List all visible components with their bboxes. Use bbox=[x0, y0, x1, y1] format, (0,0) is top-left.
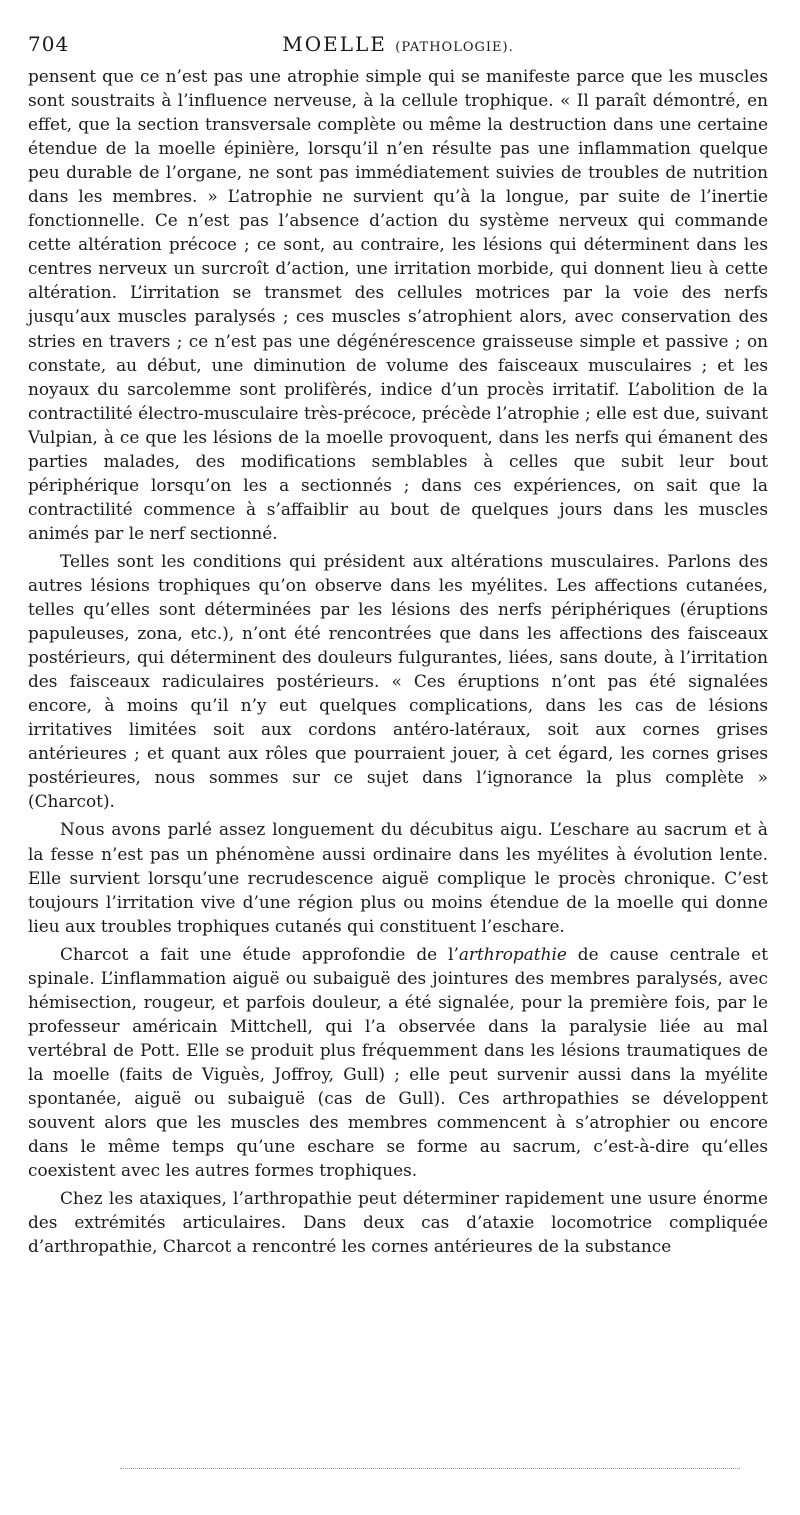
paragraph-text-after: de cause centrale et spinale. L’inflammation aiguë ou subaiguë des jointures des membres paralysés, avec hémisection, rougeur, et parfois douleur, a été signalée, pour la première fois, par le professeur américain Mittchell, qui l’a observée dans la paralysie liée au mal vertébral de Pott. Elle se produit plus fréquemment dans les lésions traumatiques de la moelle (faits de Viguès, Joffroy, Gull) ; elle peut survenir aussi dans la myélite spontanée, aiguë ou subaiguë (cas de Gull). Ces arthropathies se développent souvent alors que les muscles des membres commencent à s’atrophier ou encore dans le même temps qu’une eschare se forme au sacrum, c’est-à-dire qu’elles coexistent avec les autres formes trophiques. bbox=[28, 943, 768, 1181]
page-number: 704 bbox=[28, 32, 70, 56]
paragraph: Chez les ataxiques, l’arthropathie peut déterminer rapidement une usure énorme des extrémités articulaires. Dans deux cas d’ataxie locomotrice compliquée d’arthropathie, Charcot a rencontré les cornes antérieures de la substance bbox=[28, 1188, 768, 1257]
paragraph: Nous avons parlé assez longuement du décubitus aigu. L’eschare au sacrum et à la fesse n’est pas un phénomène aussi ordinaire dans les myélites à évolution lente. Elle survient lorsqu’une recrudescence aiguë complique le procès chronique. C’est toujours l’irritation vive d’une région plus ou moins étendue de la moelle qui donne lieu aux troubles trophiques cutanés qui constituent l’eschare. bbox=[28, 819, 768, 936]
running-title-main: MOELLE bbox=[282, 32, 387, 56]
footer-divider bbox=[120, 1468, 740, 1469]
paragraph-text-before: Charcot a fait une étude approfondie de l’ bbox=[60, 943, 459, 964]
page-header bbox=[28, 30, 768, 58]
paragraph: Telles sont les conditions qui président aux altérations musculaires. Parlons des autres lésions trophiques qu’on observe dans les myélites. Les affections cutanées, telles qu’elles sont déterminées par les lésions des nerfs périphériques (éruptions papuleuses, zona, etc.), n’ont été rencontrées que dans les affections des faisceaux postérieurs, qui déterminent des douleurs fulgurantes, liées, sans doute, à l’irritation des faisceaux radiculaires postérieurs. « Ces éruptions n’ont pas été signalées encore, à moins qu’il n’y eut quelques complications, dans les cas de lésions irritatives limitées soit aux cordons antéro-latéraux, soit aux cornes grises antérieures ; et quant aux rôles que pourraient jouer, à cet égard, les cornes grises postérieures, nous sommes sur ce sujet dans l’ignorance la plus complète » (Charcot). bbox=[28, 550, 768, 812]
running-title bbox=[28, 30, 768, 62]
body-text bbox=[28, 64, 768, 1258]
paragraph bbox=[28, 942, 768, 1182]
paragraph: pensent que ce n’est pas une atrophie simple qui se manifeste parce que les muscles sont soustraits à l’influence nerveuse, à la cellule trophique. « Il paraît démontré, en effet, que la section transversale complète ou même la destruction dans une certaine étendue de la moelle épinière, lorsqu’il n’en résulte pas une inflammation quelque peu durable de l’organe, ne sont pas immédiatement suivies de troubles de nutrition dans les membres. » L’atrophie ne survient qu’à la longue, par suite de l’inertie fonctionnelle. Ce n’est pas l’absence d’action du système nerveux qui commande cette altération précoce ; ce sont, au contraire, les lésions qui déterminent dans les centres nerveux un surcroît d’action, une irritation morbide, qui donnent lieu à cette altération. L’irritation se transmet des cellules motrices par la voie des nerfs jusqu’aux muscles paralysés ; ces muscles s’atrophient alors, avec conservation des stries en travers ; ce n’est pas une dégénérescence graisseuse simple et passive ; on constate, au début, une diminution de volume des faisceaux musculaires ; et les noyaux du sarcolemme sont prolifèrés, indice d’un procès irritatif. L’abolition de la contractilité électro-musculaire très-précoce, précède l’atrophie ; elle est due, suivant Vulpian, à ce que les lésions de la moelle provoquent, dans les nerfs qui émanent des parties malades, des modifications semblables à celles que subit leur bout périphérique lorsqu’on les a sectionnés ; dans ces expériences, on sait que la contractilité commence à s’affaiblir au bout de quelques jours dans les muscles animés par le nerf sectionné. bbox=[28, 66, 768, 543]
running-title-sub: (PATHOLOGIE). bbox=[395, 40, 514, 55]
italic-term: arthropathie bbox=[458, 943, 567, 964]
